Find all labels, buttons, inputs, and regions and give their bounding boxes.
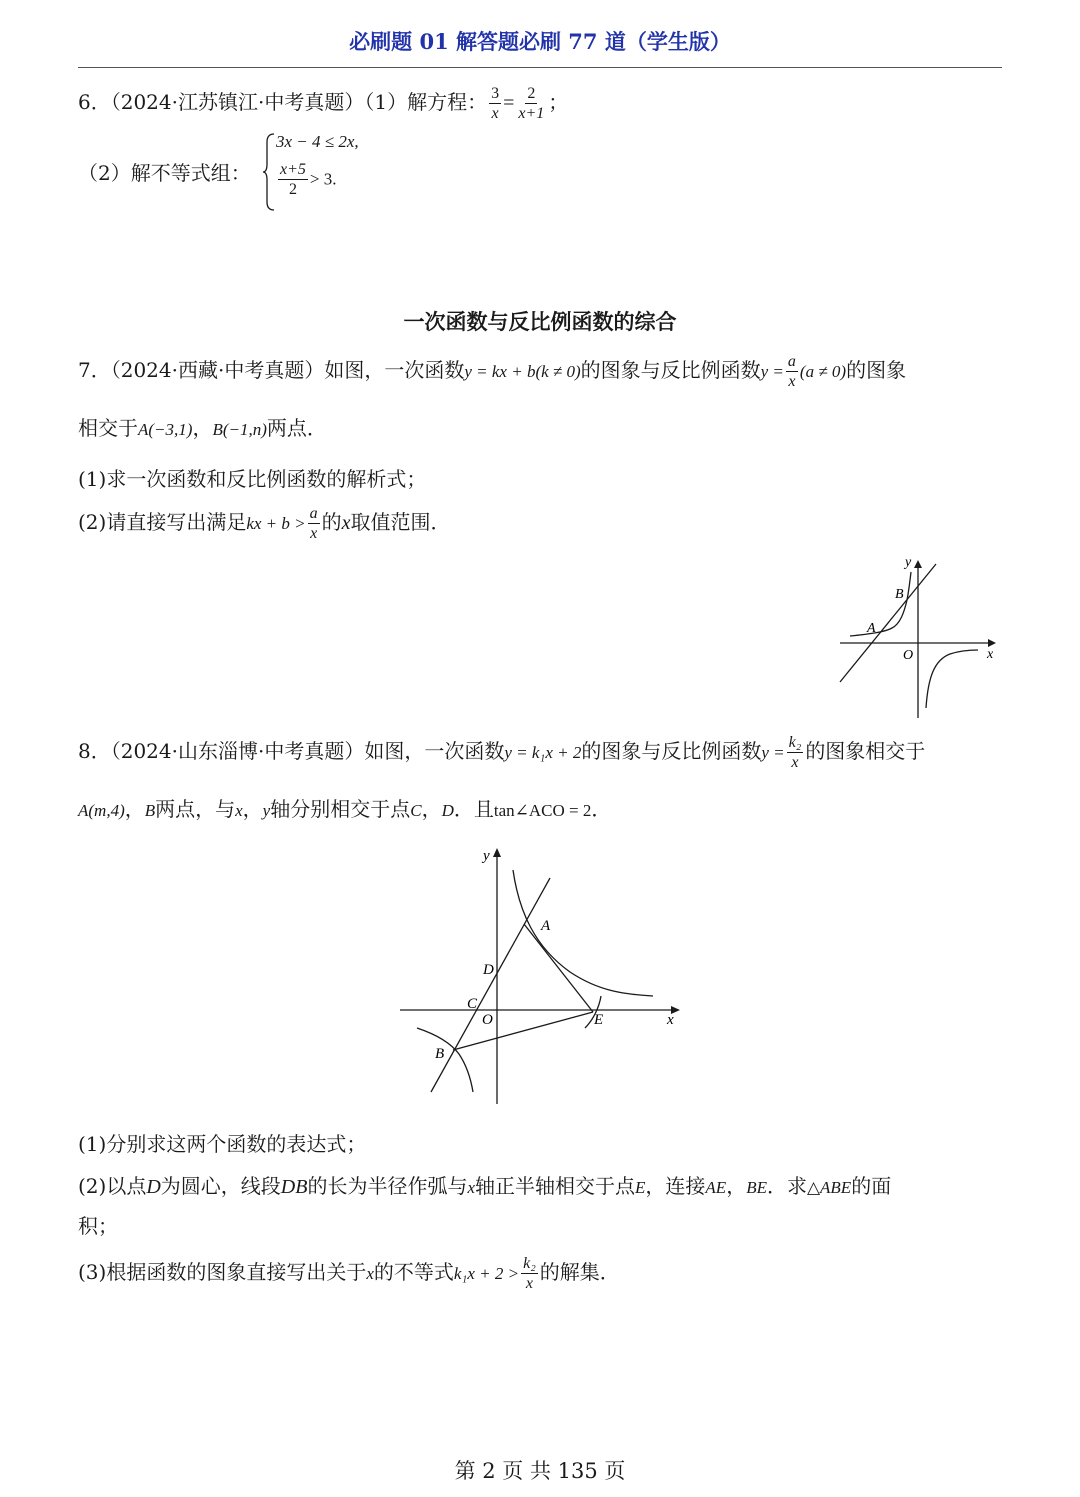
q6-source: （2024·江苏镇江·中考真题） bbox=[110, 90, 365, 114]
q7-line2-b: 两点． bbox=[266, 416, 327, 440]
q8-figure bbox=[395, 842, 690, 1110]
q8-label-c: C bbox=[467, 996, 478, 1012]
q7-text-c: 的图象 bbox=[846, 358, 907, 382]
q7-figure bbox=[830, 548, 1010, 723]
q7-source: （2024·西藏·中考真题） bbox=[110, 358, 325, 382]
q7-x-arrow-icon bbox=[988, 639, 996, 647]
q8-segment-ae bbox=[524, 924, 593, 1012]
q7-part2-expr: kx + b > bbox=[246, 514, 306, 533]
q7-label-b: B bbox=[895, 587, 904, 602]
q8-text-c: 的图象相交于 bbox=[805, 739, 926, 763]
q7-comma: ， bbox=[192, 416, 213, 440]
q6-inequality-1: 3x − 4 ≤ 2x, bbox=[276, 132, 359, 151]
q8-part3-expr: k₁x + 2 > bbox=[453, 1264, 520, 1283]
q8-part3: (3)根据函数的图象直接写出关于x的不等式k₁x + 2 > $\frac{\text{k₂}}{x}$ 的解集． bbox=[78, 1254, 620, 1292]
q6-part2-label: （2）解不等式组： bbox=[78, 161, 251, 185]
q8-segment-be bbox=[453, 1012, 593, 1050]
q8-part2-line2: 积； bbox=[78, 1214, 118, 1238]
q8-label-b: B bbox=[435, 1046, 445, 1062]
q6-ineq2-fraction: $\frac{x+5}{2}$ bbox=[280, 161, 306, 198]
q8-label-e: E bbox=[594, 1012, 604, 1028]
q7-part2-fraction: $\frac{a}{x}$ bbox=[309, 504, 318, 542]
q8-hyperbola-third-branch bbox=[417, 1028, 473, 1092]
q7-hyperbola-right-branch bbox=[926, 650, 978, 708]
q8-part1: (1)分别求这两个函数的表达式； bbox=[78, 1132, 367, 1156]
q7-part2-b: 的 bbox=[321, 510, 342, 534]
q8-recip-lhs: y = bbox=[761, 743, 785, 762]
q7-line2 bbox=[78, 412, 327, 441]
q7-part2-a: (2)请直接写出满足 bbox=[78, 510, 247, 534]
q6-line1 bbox=[78, 84, 568, 122]
q7-part2 bbox=[78, 502, 451, 544]
q8-triangle: △ABE bbox=[806, 1178, 852, 1197]
q7-point-b: B(−1,n) bbox=[212, 420, 267, 439]
q7-linear-function: y = kx + b(k ≠ 0) bbox=[464, 362, 581, 381]
q8-linear-function: y = k₁x + 2 bbox=[504, 743, 582, 762]
q6-inequality-2 bbox=[276, 162, 337, 198]
page-footer: 第 2 页 共 135 页 bbox=[454, 1459, 626, 1483]
q8-recip-fraction: $\frac{\text{k₂}}{x}$ bbox=[788, 733, 802, 771]
q7-text-a: 如图，一次函数 bbox=[324, 358, 465, 382]
page-header-title: 必刷题 01 解答题必刷 77 道（学生版） bbox=[349, 29, 731, 54]
q7-label-a: A bbox=[867, 621, 876, 636]
q6-eq-right-fraction: $\frac{2}{x+1}$ bbox=[518, 84, 545, 122]
section-title: 一次函数与反比例函数的综合 bbox=[403, 309, 677, 334]
q8-linear-graph bbox=[431, 878, 550, 1092]
q7-point-a: A(−3,1) bbox=[138, 420, 193, 439]
q8-text-a: 如图，一次函数 bbox=[364, 739, 505, 763]
q7-text-b: 的图象与反比例函数 bbox=[580, 358, 761, 382]
q6-part1-label: （1）解方程： bbox=[364, 90, 488, 114]
q6-eq-left-fraction: $\frac{3}{x}$ bbox=[491, 84, 500, 122]
q7-recip-fraction: $\frac{a}{x}$ bbox=[787, 352, 796, 390]
q7-line1 bbox=[78, 350, 906, 392]
q7-recip-condition: (a ≠ 0) bbox=[799, 362, 847, 381]
q8-label-d: D bbox=[483, 962, 494, 978]
q8-line1 bbox=[78, 731, 925, 773]
q6-eq-equals: = bbox=[503, 92, 515, 114]
q7-part2-var: x bbox=[341, 512, 351, 534]
q8-point-a: A(m,4) bbox=[78, 801, 125, 820]
q8-point-b: B bbox=[144, 801, 156, 820]
brace-icon bbox=[262, 132, 276, 212]
q8-hyperbola-first-branch bbox=[513, 870, 653, 996]
q7-linear-graph bbox=[840, 564, 936, 682]
q7-y-arrow-icon bbox=[914, 560, 922, 568]
q8-y-arrow-icon bbox=[493, 848, 501, 857]
q8-line2: A(m,4)，B两点，与x，y轴分别相交于点C，D．且tan∠ACO = 2． bbox=[78, 797, 612, 821]
q7-recip-lhs: y = bbox=[760, 362, 784, 381]
q7-number: 7． bbox=[78, 358, 111, 382]
q7-line2-a: 相交于 bbox=[78, 416, 138, 440]
q7-hyperbola-left-branch bbox=[850, 572, 911, 636]
q8-label-o: O bbox=[482, 1012, 493, 1028]
q7-label-x: x bbox=[987, 647, 994, 662]
q8-source: （2024·山东淄博·中考真题） bbox=[110, 739, 365, 763]
q7-label-o: O bbox=[903, 648, 914, 663]
q8-text-b: 的图象与反比例函数 bbox=[581, 739, 762, 763]
q8-number: 8． bbox=[78, 739, 111, 763]
q8-tan-expr: tan∠ACO = 2 bbox=[493, 801, 592, 820]
q7-part1: (1)求一次函数和反比例函数的解析式； bbox=[78, 467, 427, 491]
q8-label-a: A bbox=[541, 918, 551, 934]
q6-ineq2-rest: > 3. bbox=[309, 169, 337, 189]
q6-part1-suffix: ； bbox=[548, 90, 569, 114]
q7-label-y: y bbox=[905, 555, 912, 570]
q8-label-y: y bbox=[483, 848, 490, 864]
q8-part3-fraction: $\frac{\text{k₂}}{x}$ bbox=[523, 1254, 536, 1292]
q8-label-x: x bbox=[667, 1012, 674, 1028]
q8-part2: (2)以点D为圆心，线段DB的长为半径作弧与x轴正半轴相交于点E，连接AE，BE．求△ABE的面 bbox=[78, 1174, 892, 1198]
q7-part2-c: 取值范围． bbox=[350, 510, 451, 534]
q6-number: 6． bbox=[78, 90, 111, 114]
header-divider bbox=[78, 67, 1002, 68]
